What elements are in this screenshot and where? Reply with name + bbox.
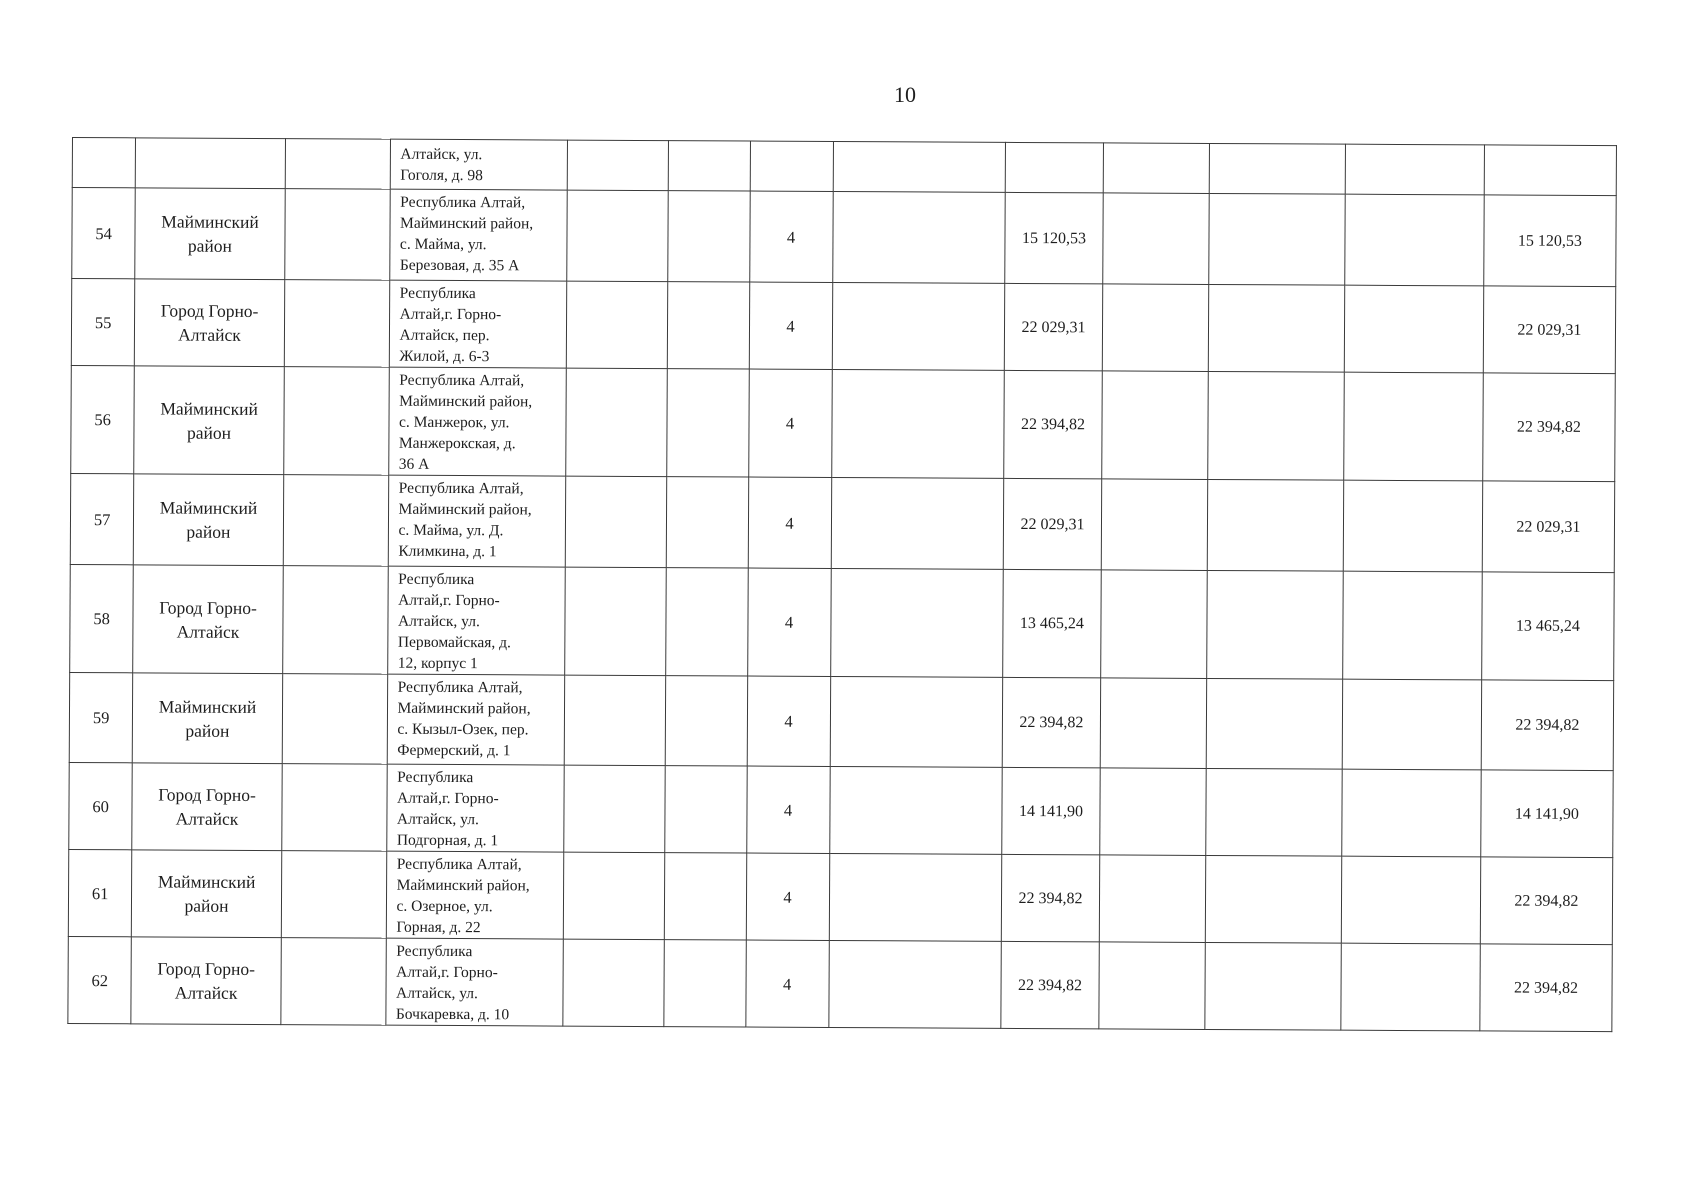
district-line: Майминский: [159, 497, 258, 518]
district-line: район: [186, 521, 231, 542]
cell-empty: [667, 282, 749, 369]
cell-amount: 14 141,90: [1002, 767, 1101, 855]
table-row: [70, 473, 1614, 572]
cell-empty: [665, 766, 747, 853]
address-line: Майминский район,: [397, 699, 531, 718]
cell-empty: [1208, 371, 1345, 480]
cell-number: 58: [70, 564, 134, 672]
cell-total: 13 465,24: [1482, 572, 1615, 681]
address-line: Алтайск, ул.: [395, 984, 478, 1003]
cell-empty: [665, 568, 747, 676]
district-line: Майминский: [161, 211, 259, 232]
cell-total: 22 029,31: [1483, 286, 1616, 374]
cell-number: 56: [71, 365, 135, 473]
cell-total: 22 394,82: [1480, 857, 1613, 945]
cell-empty: [829, 853, 1002, 941]
address-line: Республика Алтай,: [398, 479, 524, 498]
district-line: Алтайск: [178, 324, 241, 345]
district-line: район: [186, 422, 232, 443]
address-line: с. Кызыл-Озек, пер.: [397, 720, 529, 739]
address-line: Майминский район,: [399, 392, 533, 411]
cell-empty: [567, 190, 668, 282]
cell-total: 22 394,82: [1480, 944, 1613, 1032]
district-line: Алтайск: [176, 621, 240, 642]
district-line: район: [185, 720, 230, 741]
cell-address: [386, 851, 564, 939]
cell-address: [389, 189, 567, 281]
cell-empty: [831, 477, 1004, 569]
cell-empty: [1343, 571, 1482, 680]
cell-empty: [1101, 570, 1207, 679]
cell-address: [388, 367, 566, 476]
table-row: [68, 849, 1612, 944]
cell-empty: [832, 282, 1005, 370]
cell-empty: [668, 191, 750, 282]
cell-address: [389, 280, 567, 368]
address-line: Горная, д. 22: [396, 918, 481, 937]
address-line: Бочкаревка, д. 10: [395, 1005, 510, 1024]
address-line: с. Манжерок, ул.: [398, 413, 510, 432]
cell-empty: [1005, 142, 1103, 193]
cell-empty: [284, 367, 389, 476]
district-line: Город Горно-: [160, 300, 259, 321]
cell-empty: [1207, 570, 1344, 679]
address-line: 36 А: [398, 455, 430, 473]
address-line: Республика: [398, 570, 475, 589]
cell-category: 4: [748, 369, 831, 477]
cell-empty: [1208, 284, 1345, 372]
cell-number: 62: [68, 936, 132, 1023]
cell-empty: [1342, 856, 1481, 944]
cell-empty: [750, 141, 833, 191]
cell-total: 22 029,31: [1482, 481, 1615, 573]
table-row: [68, 936, 1612, 1031]
address-line: Жилой, д. 6-3: [399, 347, 490, 366]
cell-address: [387, 674, 565, 765]
cell-empty: [1206, 768, 1343, 856]
cell-empty: [666, 369, 748, 477]
cell-district: [131, 937, 281, 1025]
address-line: Майминский район,: [398, 500, 532, 519]
address-line: Майминский район,: [396, 876, 530, 895]
address-line: Алтайск, ул.: [396, 810, 479, 829]
cell-empty: [282, 764, 387, 852]
cell-empty: [284, 280, 389, 368]
table-row: [69, 672, 1613, 770]
cell-empty: [282, 566, 387, 675]
table-row: [71, 279, 1615, 374]
cell-category: 4: [749, 282, 832, 369]
cell-category: 4: [749, 191, 832, 282]
district-line: район: [184, 895, 229, 916]
cell-amount: 22 029,31: [1003, 478, 1102, 570]
cell-empty: [283, 475, 388, 567]
cell-district: [136, 138, 286, 189]
cell-number: 59: [69, 672, 133, 762]
address-line: Республика Алтай,: [399, 371, 525, 390]
address-line: Климкина, д. 1: [398, 542, 497, 561]
cell-empty: [285, 189, 390, 281]
cell-empty: [566, 368, 667, 477]
address-line: с. Озерное, ул.: [396, 897, 493, 916]
cell-empty: [1100, 678, 1206, 769]
district-line: Город Горно-: [159, 596, 257, 618]
cell-empty: [1345, 285, 1484, 373]
cell-address: [385, 938, 563, 1026]
address-line: Республика Алтай,: [397, 678, 523, 697]
table-row: [69, 762, 1613, 857]
cell-empty: [664, 940, 746, 1027]
continuation-row: [72, 138, 1616, 196]
cell-address: [390, 139, 568, 190]
cell-empty: [1344, 480, 1483, 572]
address-line: Фермерский, д. 1: [397, 741, 511, 760]
cell-empty: [565, 675, 666, 766]
address-line: Республика: [396, 942, 473, 961]
cell-empty: [830, 676, 1003, 767]
cell-empty: [1343, 679, 1482, 770]
cell-empty: [1101, 479, 1207, 571]
cell-amount: 15 120,53: [1005, 192, 1104, 284]
address-line: Республика Алтай,: [400, 193, 526, 212]
cell-total: 15 120,53: [1484, 195, 1617, 287]
district-line: Город Горно-: [157, 958, 256, 979]
cell-empty: [668, 141, 750, 191]
cell-address: [388, 475, 566, 567]
cell-empty: [1206, 678, 1343, 769]
cell-district: [135, 188, 285, 280]
cell-empty: [1099, 942, 1205, 1030]
cell-empty: [1103, 143, 1209, 194]
address-line: Алтайск, пер.: [399, 326, 490, 345]
cell-empty: [829, 766, 1002, 854]
address-line: Алтай,г. Горно-: [397, 789, 499, 808]
cell-empty: [664, 853, 746, 940]
cell-category: 4: [747, 568, 830, 676]
address-line: Березовая, д. 35 А: [399, 256, 520, 275]
cell-empty: [1341, 943, 1480, 1031]
address-line: Республика: [397, 768, 474, 787]
table-body: [68, 138, 1617, 1032]
cell-empty: [281, 938, 386, 1026]
table-row: [72, 188, 1616, 287]
cell-empty: [1205, 855, 1342, 943]
address-line: Майминский район,: [400, 214, 534, 233]
cell-district: [134, 474, 284, 566]
district-line: Майминский: [160, 397, 258, 419]
cell-empty: [567, 281, 668, 369]
cell-empty: [285, 139, 390, 190]
cell-empty: [1209, 143, 1346, 194]
cell-empty: [832, 191, 1005, 283]
cell-empty: [568, 140, 669, 191]
cell-address: [386, 764, 564, 852]
registry-table: [67, 137, 1617, 1032]
cell-number: 60: [69, 762, 133, 849]
cell-empty: [830, 568, 1003, 677]
cell-empty: [1102, 371, 1208, 480]
cell-empty: [1342, 769, 1481, 857]
cell-empty: [563, 939, 664, 1027]
cell-number: 55: [71, 279, 135, 366]
cell-empty: [565, 567, 666, 676]
address-line: Алтайск, ул.: [400, 145, 483, 164]
cell-district: [134, 366, 284, 475]
address-line: Алтайск, ул.: [397, 612, 480, 631]
cell-empty: [564, 852, 665, 940]
cell-empty: [831, 369, 1004, 478]
cell-number: 57: [70, 473, 134, 564]
cell-total: 22 394,82: [1481, 680, 1614, 771]
cell-total: 14 141,90: [1481, 770, 1614, 858]
cell-empty: [1345, 194, 1484, 286]
cell-empty: [1103, 193, 1209, 285]
cell-empty: [828, 940, 1001, 1028]
address-line: Первомайская, д.: [397, 633, 511, 652]
cell-category: 4: [748, 477, 831, 568]
cell-empty: [1099, 855, 1205, 943]
cell-address: [387, 566, 565, 675]
address-line: Республика: [399, 284, 476, 303]
cell-category: 4: [746, 766, 829, 853]
cell-empty: [665, 676, 747, 766]
address-line: Гоголя, д. 98: [400, 166, 483, 185]
cell-empty: [564, 765, 665, 853]
cell-empty: [1344, 372, 1483, 481]
district-line: Майминский: [158, 695, 257, 717]
cell-amount: 22 394,82: [1001, 941, 1100, 1029]
address-line: Манжерокская, д.: [398, 434, 516, 453]
cell-empty: [1484, 145, 1616, 196]
address-line: Подгорная, д. 1: [396, 831, 499, 850]
district-line: район: [187, 235, 233, 256]
cell-district: [132, 763, 282, 851]
table-row: [70, 564, 1615, 680]
cell-amount: 22 394,82: [1001, 854, 1100, 942]
cell-district: [133, 565, 283, 674]
cell-amount: 22 394,82: [1002, 677, 1101, 768]
cell-empty: [1346, 144, 1485, 195]
cell-empty: [666, 477, 748, 568]
cell-empty: [566, 476, 667, 568]
cell-empty: [1205, 942, 1342, 1030]
cell-empty: [1209, 193, 1346, 285]
address-line: Алтай,г. Горно-: [396, 963, 498, 982]
address-line: 12, корпус 1: [397, 654, 478, 673]
cell-empty: [1207, 479, 1344, 571]
cell-number: 54: [72, 188, 136, 279]
address-line: Республика Алтай,: [396, 855, 522, 874]
address-line: Алтай,г. Горно-: [399, 305, 502, 324]
cell-amount: 22 394,82: [1004, 370, 1103, 479]
cell-empty: [833, 141, 1006, 192]
cell-amount: 22 029,31: [1004, 283, 1103, 371]
address-line: с. Майма, ул. Д.: [398, 521, 504, 540]
cell-number: [72, 138, 136, 188]
cell-category: 4: [745, 940, 828, 1027]
district-line: Город Горно-: [158, 784, 256, 805]
page-number: 10: [894, 82, 916, 107]
district-line: Алтайск: [175, 808, 239, 829]
cell-empty: [1100, 768, 1206, 856]
cell-number: 61: [68, 849, 132, 936]
district-line: Майминский: [157, 871, 256, 892]
cell-district: [132, 850, 282, 938]
cell-category: 4: [746, 853, 829, 940]
table-row: [71, 365, 1616, 481]
cell-empty: [282, 674, 387, 765]
cell-empty: [1102, 284, 1208, 372]
district-line: Алтайск: [174, 982, 238, 1003]
address-line: Алтай,г. Горно-: [398, 591, 500, 610]
address-line: с. Майма, ул.: [399, 235, 487, 254]
cell-district: [133, 673, 283, 764]
cell-empty: [281, 851, 386, 939]
cell-district: [135, 279, 285, 367]
cell-amount: 13 465,24: [1003, 569, 1102, 678]
cell-total: 22 394,82: [1483, 373, 1616, 482]
cell-category: 4: [747, 676, 830, 766]
